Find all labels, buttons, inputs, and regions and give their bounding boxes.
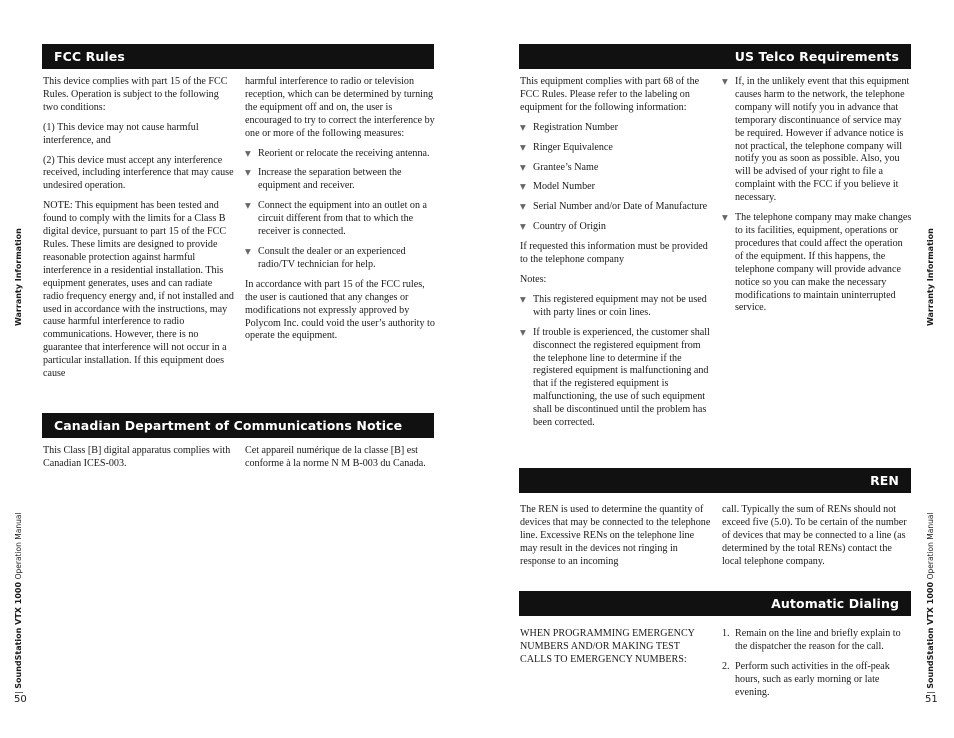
ren-paragraph: call. Typically the sum of RENs should not exceed five (5.0). To be certain of the number of devices that may be connected to a line (as determined by the total RENs) contact the local telephone company. — [722, 504, 907, 567]
fcc-bullet: ▼ Consult the dealer or an experienced radio/TV technician for help. — [245, 246, 435, 272]
left-footer-product — [14, 512, 23, 694]
fcc-paragraph: This device complies with part 15 of the FCC Rules. Operation is subject to the following two conditions: — [43, 76, 228, 113]
telco-bullet: ▼ If, in the unlikely event that this equipment causes harm to the network, the telephone company will notify you in advance that temporary discontinuance of service may be required. However if advance notice is not practical, the telephone company will notify you as soon as possible. Also, you will be advised of your right to file a complaint with the FCC if you believe it necessary. — [722, 76, 912, 205]
telco-note: ▼ If trouble is experienced, the customer shall disconnect the registered equipment from the telephone line to determine if the registered equipment is malfunctioning and that if the registered equipment is malfunctioning, the use of such equipment shall be discontinued until the problem has been corrected. — [520, 327, 712, 430]
telco-note: ▼ This registered equipment may not be used with party lines or coin lines. — [520, 294, 712, 320]
automatic-dialing-heading: Automatic Dialing — [519, 591, 911, 616]
fcc-paragraph: In accordance with part 15 of the FCC rules, the user is cautioned that any changes or modifications not expressly approved by Polycom Inc. could void the user’s authority to operate the equipment. — [245, 278, 435, 342]
dialing-column-2 — [722, 628, 912, 707]
ren-heading: REN — [519, 468, 911, 493]
telco-bullet: ▼ Registration Number — [520, 122, 712, 135]
left-page-number: 50 — [14, 694, 27, 705]
left-side-label: Warranty Information — [14, 228, 23, 326]
canadian-notice-heading: Canadian Department of Communications Notice — [42, 413, 434, 438]
dialing-step-text: Remain on the line and briefly explain to the dispatcher the reason for the call. — [735, 628, 901, 652]
dialing-step — [722, 628, 912, 654]
ren-paragraph: The REN is used to determine the quantity of devices that may be connected to the telephone line. Excessive RENs on the telephone line may result in the devices not ringing in response to an incoming — [520, 504, 711, 567]
fcc-rules-heading: FCC Rules — [42, 44, 434, 69]
telco-bullet: ▼ Ringer Equivalence — [520, 142, 712, 155]
dialing-step-text: Perform such activities in the off-peak hours, such as early morning or late evening. — [735, 660, 890, 698]
fcc-bullet: ▼ Connect the equipment into an outlet on a circuit different from that to which the receiver is connected. — [245, 200, 435, 239]
telco-paragraph: If requested this information must be provided to the telephone company — [520, 241, 708, 266]
right-side-label: Warranty Information — [926, 228, 935, 326]
left-footer-product-name: SoundStation VTX 1000 — [14, 581, 23, 689]
fcc-paragraph: NOTE: This equipment has been tested and found to comply with the limits for a Class B digital device, pursuant to part 15 of the FCC Rules. These limits are designed to provide reasonable protection against harmful interference in a residential installation. This equipment generates, uses and can radiate radio frequency energy and, if not installed and used in accordance with the instructions, may cause harmful interference to radio communications. However, there is no guarantee that interference will not occur in a particular installation. If this equipment does cause — [43, 200, 234, 380]
dialing-column-1 — [520, 628, 712, 674]
fcc-paragraph: harmful interference to radio or television reception, which can be determined by turning the equipment off and on, the user is encouraged to try to correct the interference by one or more of the following measures: — [245, 76, 435, 139]
telco-bullet: ▼ Model Number — [520, 181, 712, 194]
left-footer-divider: | — [14, 688, 23, 694]
ren-column-2 — [722, 504, 912, 576]
canadian-column-2 — [245, 445, 435, 478]
dialing-step-number: 2. — [722, 660, 730, 672]
right-footer-manual: Operation Manual — [926, 512, 935, 580]
canadian-paragraph: This Class [B] digital apparatus complies with Canadian ICES-003. — [43, 445, 231, 469]
fcc-bullet: ▼ Increase the separation between the equipment and receiver. — [245, 167, 435, 193]
telco-bullet: ▼ Country of Origin — [520, 221, 712, 234]
telco-notes-label: Notes: — [520, 273, 547, 285]
ren-column-1 — [520, 504, 712, 576]
fcc-bullet: ▼ Reorient or relocate the receiving antenna. — [245, 148, 435, 161]
telco-column-2 — [722, 76, 912, 322]
right-footer-product — [926, 512, 935, 694]
right-footer-divider: | — [926, 688, 935, 694]
telco-column-1 — [520, 76, 712, 437]
fcc-column-1 — [43, 76, 235, 388]
left-footer-manual: Operation Manual — [14, 512, 23, 580]
right-footer-product-name: SoundStation VTX 1000 — [926, 581, 935, 689]
canadian-paragraph: Cet appareil numérique de la classe [B] est conforme à la norme N M B-003 du Canada. — [245, 445, 426, 469]
fcc-paragraph: (2) This device must accept any interference received, including interference that may cause undesired operation. — [43, 154, 234, 192]
telco-bullet: ▼ The telephone company may make changes to its facilities, equipment, operations or procedures that could affect the operation of the equipment. If this happens, the telephone company will provide advance notice so you can make the necessary modifications to maintain uninterrupted service. — [722, 212, 912, 315]
fcc-paragraph: (1) This device may not cause harmful interference, and — [43, 121, 199, 146]
fcc-column-2 — [245, 76, 435, 350]
telco-paragraph: This equipment complies with part 68 of the FCC Rules. Please refer to the labeling on equipment for the following information: — [520, 76, 700, 113]
right-page-number: 51 — [925, 694, 938, 705]
dialing-step-number: 1. — [722, 628, 730, 639]
us-telco-heading: US Telco Requirements — [519, 44, 911, 69]
dialing-paragraph: WHEN PROGRAMMING EMERGENCY NUMBERS AND/OR MAKING TEST CALLS TO EMERGENCY NUMBERS: — [520, 628, 695, 665]
dialing-step — [722, 661, 912, 700]
telco-bullet: ▼ Serial Number and/or Date of Manufacture — [520, 201, 712, 214]
telco-bullet: ▼ Grantee’s Name — [520, 162, 712, 175]
canadian-column-1 — [43, 445, 235, 478]
